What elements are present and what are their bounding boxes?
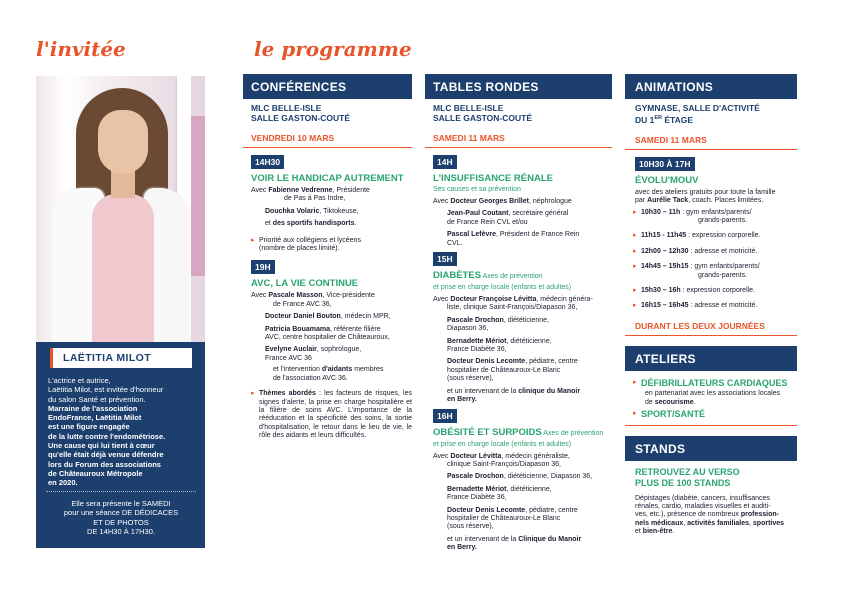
guest-name: LAËTITIA MILOT bbox=[63, 352, 152, 364]
animations-time: 10H30 À 17H bbox=[635, 157, 695, 171]
ateliers-header: ATELIERS bbox=[625, 346, 797, 371]
guest-bio: L'actrice et autrice, Laëtitia Milot, est invitée d'honneur du salon Santé et prévention. Marraine de l'association EndoFrance, Laëtitia Milot est une figure engagée de la lutte contre l'endométriose. Une cause qui lui tient à cœur qu'elle était déjà venue défendre lors du Forum des associations de Châteauroux Métropole en 2020. bbox=[48, 376, 166, 488]
conf-s1-time: 14H30 bbox=[251, 155, 284, 169]
invitee-title: l'invitée bbox=[36, 37, 126, 61]
tables-s2-speakers: Avec Docteur Françoise Lévitta, médecin généra- liste, clinique Saint-François/Diapason 36, bbox=[433, 296, 593, 312]
conferences-day: VENDREDI 10 MARS bbox=[251, 133, 335, 143]
animations-divider bbox=[625, 149, 797, 150]
stands-header: STANDS bbox=[625, 436, 797, 461]
guest-name-bar bbox=[50, 348, 192, 368]
tables-s3-title: OBÉSITÉ ET SURPOIDS Axes de prévention et prise en charge locale (enfants et adultes) bbox=[433, 426, 604, 448]
animations-header: ANIMATIONS bbox=[625, 74, 797, 99]
animation-row: ▸ 15h30 – 16h : expression corporelle. bbox=[633, 287, 756, 295]
animation-row: ▸ 10h30 – 11h : gym enfants/parents/ grands-parents. bbox=[633, 208, 752, 225]
atelier-item: ▸ DÉFIBRILLATEURS CARDIAQUES en partenariat avec les associations locales de secourisme. bbox=[633, 377, 788, 406]
animations-day: SAMEDI 11 MARS bbox=[635, 134, 707, 145]
animations-venue: GYMNASE, SALLE D'ACTIVITÉ DU 1ER ÉTAGE bbox=[635, 103, 760, 125]
tables-s2-title: DIABÈTES Axes de prévention et prise en charge locale (enfants et adultes) bbox=[433, 270, 572, 292]
tables-s1-speakers: Avec Docteur Georges Brillet, néphrologue bbox=[433, 198, 572, 205]
stands-description: Dépistages (diabète, cancers, insuffisances rénales, cardio, maladies visuelles et auditi- ves, etc.), présence de nombreux profession- nels médicaux, activités familiales, sportives et bien-être. bbox=[635, 494, 785, 536]
animation-row: ▸ 11h15 - 11h45 : expression corporelle. bbox=[633, 232, 761, 240]
animations-title: ÉVOLU'MOUV bbox=[635, 174, 699, 186]
animation-row: ▸ 16h15 – 16h45 : adresse et motricité. bbox=[633, 302, 758, 310]
conf-s1-speakers: Avec Fabienne Vedrenne, Présidente de Pas à Pas Indre, bbox=[251, 187, 370, 203]
conf-s2-title: AVC, LA VIE CONTINUE bbox=[251, 278, 359, 290]
atelier-item: ▸ SPORT/SANTÉ bbox=[633, 409, 706, 420]
conf-s1-title: VOIR LE HANDICAP AUTREMENT bbox=[251, 173, 404, 184]
stands-title: RETROUVEZ AU VERSO PLUS DE 100 STANDS bbox=[635, 466, 740, 488]
guest-photo bbox=[36, 76, 205, 342]
both-days-divider bbox=[625, 335, 797, 336]
conferences-column: CONFÉRENCES MLC BELLE-ISLE SALLE GASTON-COUTÉ VENDREDI 10 MARS 14H30 VOIR LE HANDICAP AUTREMENT Avec Fabienne Vedrenne, Présidente de Pas à Pas Indre, Douchka Volaric, Tiktokeuse, et des sportifs handisports. ▸ Priorité aux collégiens et lycéens (nombre de places limité). 19H AVC, LA VIE CONTINUE Avec Pascale Masson, Vice-présidente de France AVC 36, Docteur Daniel Bouton, médecin MPR, Patricia Bouamama, référente filière AVC, centre hospitalier de Châteauroux, Evelyne Auclair, sophrologue, France AVC 36 et l'intervention d'aidants membres de l'association AVC 36. ▸ Thèmes abordés : les facteurs de risques, les signes d'alerte, la prise en charge hospitalière et la filière de soins AVC. L'importance de la rééducation et la spécificité des soins, la sortie d'hospitalisation, le retour dans le lieu de vie, le rôle des aidants et leurs difficultés. bbox=[243, 74, 412, 441]
animation-row: ▸ 14h45 – 15h15 : gym enfants/parents/ grands-parents. bbox=[633, 263, 760, 279]
tables-s3-time: 16H bbox=[433, 409, 457, 423]
guest-session-info: Elle sera présente le SAMEDI pour une séance DE DÉDICACES ET DE PHOTOS DE 14H30 À 17H30. bbox=[63, 499, 179, 536]
conf-s2-time: 19H bbox=[251, 260, 275, 274]
tables-s3-speakers: Avec Docteur Lévitta, médecin généraliste, clinique Saint-François/Diapason 36, bbox=[433, 452, 570, 468]
tables-venue: MLC BELLE-ISLE SALLE GASTON-COUTÉ bbox=[433, 103, 533, 123]
tables-divider bbox=[425, 147, 612, 148]
conf-s1-note: ▸ Priorité aux collégiens et lycéens (nombre de places limité). bbox=[243, 237, 412, 254]
tables-s2-time: 15H bbox=[433, 252, 457, 266]
tables-s1-title: L'INSUFFISANCE RÉNALE Ses causes et sa prévention bbox=[433, 173, 553, 193]
both-days-label: DURANT LES DEUX JOURNÉES bbox=[635, 320, 765, 331]
conf-s2-themes: ▸ Thèmes abordés : les facteurs de risques, les signes d'alerte, la prise en charge hospitalière et la filière de soins AVC. L'importance de la rééducation et la spécificité des soins, la sortie d'hospitalisation, le retour dans le lieu de vie, le rôle des aidants et leurs difficultés. bbox=[243, 390, 412, 440]
ateliers-divider bbox=[625, 425, 797, 426]
program-title: le programme bbox=[254, 37, 412, 61]
conferences-divider bbox=[243, 147, 412, 148]
animation-row: ▸ 12h00 – 12h30 : adresse et motricité. bbox=[633, 247, 758, 255]
tables-header: TABLES RONDES bbox=[425, 74, 612, 99]
animations-column bbox=[625, 74, 797, 537]
tables-day: SAMEDI 11 MARS bbox=[433, 133, 505, 143]
conferences-venue: MLC BELLE-ISLE SALLE GASTON-COUTÉ bbox=[251, 103, 351, 123]
tables-rondes-column: TABLES RONDES MLC BELLE-ISLE SALLE GASTON-COUTÉ SAMEDI 11 MARS 14H L'INSUFFISANCE RÉNALE Ses causes et sa prévention Avec Docteur Georges Brillet, néphrologue Jean-Paul Coutant, secrétaire général de France Rein CVL et/ou Pascal Lefèvre, Président de France Rein CVL. 15H DIABÈTES Axes de prévention et prise en charge locale (enfants et adultes) Avec Docteur Françoise Lévitta, médecin généra- liste, clinique Saint-François/Diapason 36, Pascale Drochon, diététicienne, Diapason 36, Bernadette Mériot, diététicienne, France Diabète 36, Docteur Denis Lecomte, pédiatre, centre hospitalier de Châteauroux-Le Blanc (sous réserve), et un intervenant de la clinique du Manoir en Berry. 16H OBÉSITÉ ET SURPOIDS Axes de prévention et prise en charge locale (enfants et adultes) Avec Docteur Lévitta, médecin généraliste, clinique Saint-François/Diapason 36, Pascale Drochon, diététicienne, Diapason 36, Bernadette Mériot, diététicienne, France Diabète 36, Docteur Denis Lecomte, pédiatre, centre hospitalier de Châteauroux-Le Blanc (sous réserve), et un intervenant de la Clinique du Manoir en Berry. bbox=[425, 74, 612, 553]
conferences-header: CONFÉRENCES bbox=[243, 74, 412, 99]
guest-divider bbox=[46, 491, 196, 492]
conf-s2-speakers: Avec Pascale Masson, Vice-présidente de France AVC 36, bbox=[251, 292, 375, 308]
animations-intro: avec des ateliers gratuits pour toute la famille par Aurélie Tack, coach. Places limitées. bbox=[635, 188, 776, 205]
tables-s1-time: 14H bbox=[433, 155, 457, 169]
